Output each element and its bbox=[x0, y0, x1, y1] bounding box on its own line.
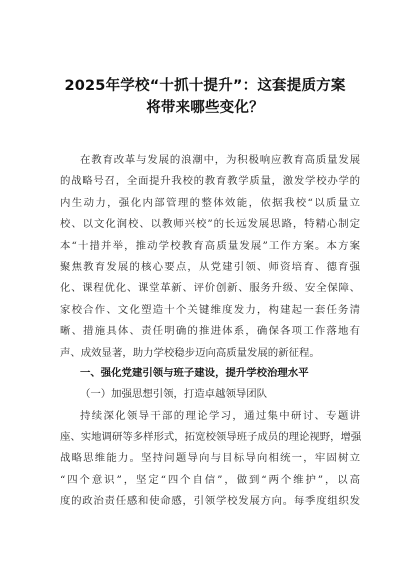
intro-line: 在教育改革与发展的浪潮中，为积极响应教育高质量发展 bbox=[80, 154, 360, 166]
intro-line: 晰、措施具体、责任明确的推进体系，确保各项工作落地有 bbox=[60, 325, 360, 338]
intro-line: 聚焦教育发展的核心要点，从党建引领、师资培育、德育强 bbox=[60, 261, 360, 273]
intro-line: 的战略号召，全面提升我校的教育教学质量，激发学校办学的 bbox=[60, 175, 360, 188]
body-line: 度的政治责任感和使命感，引领学校发展方向。每季度组织发 bbox=[60, 495, 360, 508]
subsection-heading: （一）加强思想引领，打造卓越领导团队 bbox=[80, 388, 268, 400]
document-title-line-2: 将带来哪些变化？ bbox=[146, 100, 264, 116]
section-heading: 一、强化党建引领与班子建设，提升学校治理水平 bbox=[80, 367, 309, 379]
intro-line: 声、成效显著，助力学校稳步迈向高质量发展的新征程。 bbox=[60, 346, 320, 359]
body-line: “四个意识”，坚定“四个自信”，做到“两个维护”，以高 bbox=[60, 473, 360, 486]
body-line: 战略思维能力。坚持问题导向与目标导向相统一，牢固树立 bbox=[60, 452, 360, 465]
intro-line: 内生动力，强化内部管理的整体效能，依据我校“以质量立 bbox=[60, 196, 360, 209]
intro-line: 校、以文化润校、以教师兴校”的长远发展思路，特精心制定 bbox=[60, 218, 360, 231]
body-line: 持续深化领导干部的理论学习，通过集中研讨、专题讲 bbox=[80, 409, 360, 422]
document-title-line-1: 2025年学校“十抓十提升”：这套提质方案 bbox=[64, 78, 346, 94]
intro-line: 本“十措并举，推动学校教育高质量发展”工作方案。本方案 bbox=[60, 239, 360, 252]
body-line: 座、实地调研等多样形式，拓宽校领导班子成员的理论视野，增强 bbox=[60, 430, 362, 443]
intro-line: 化、课程优化、课堂革新、评价创新、服务升级、安全保障、 bbox=[60, 282, 360, 295]
intro-line: 家校合作、文化塑造十个关键维度发力，构建起一套任务清 bbox=[60, 303, 360, 316]
